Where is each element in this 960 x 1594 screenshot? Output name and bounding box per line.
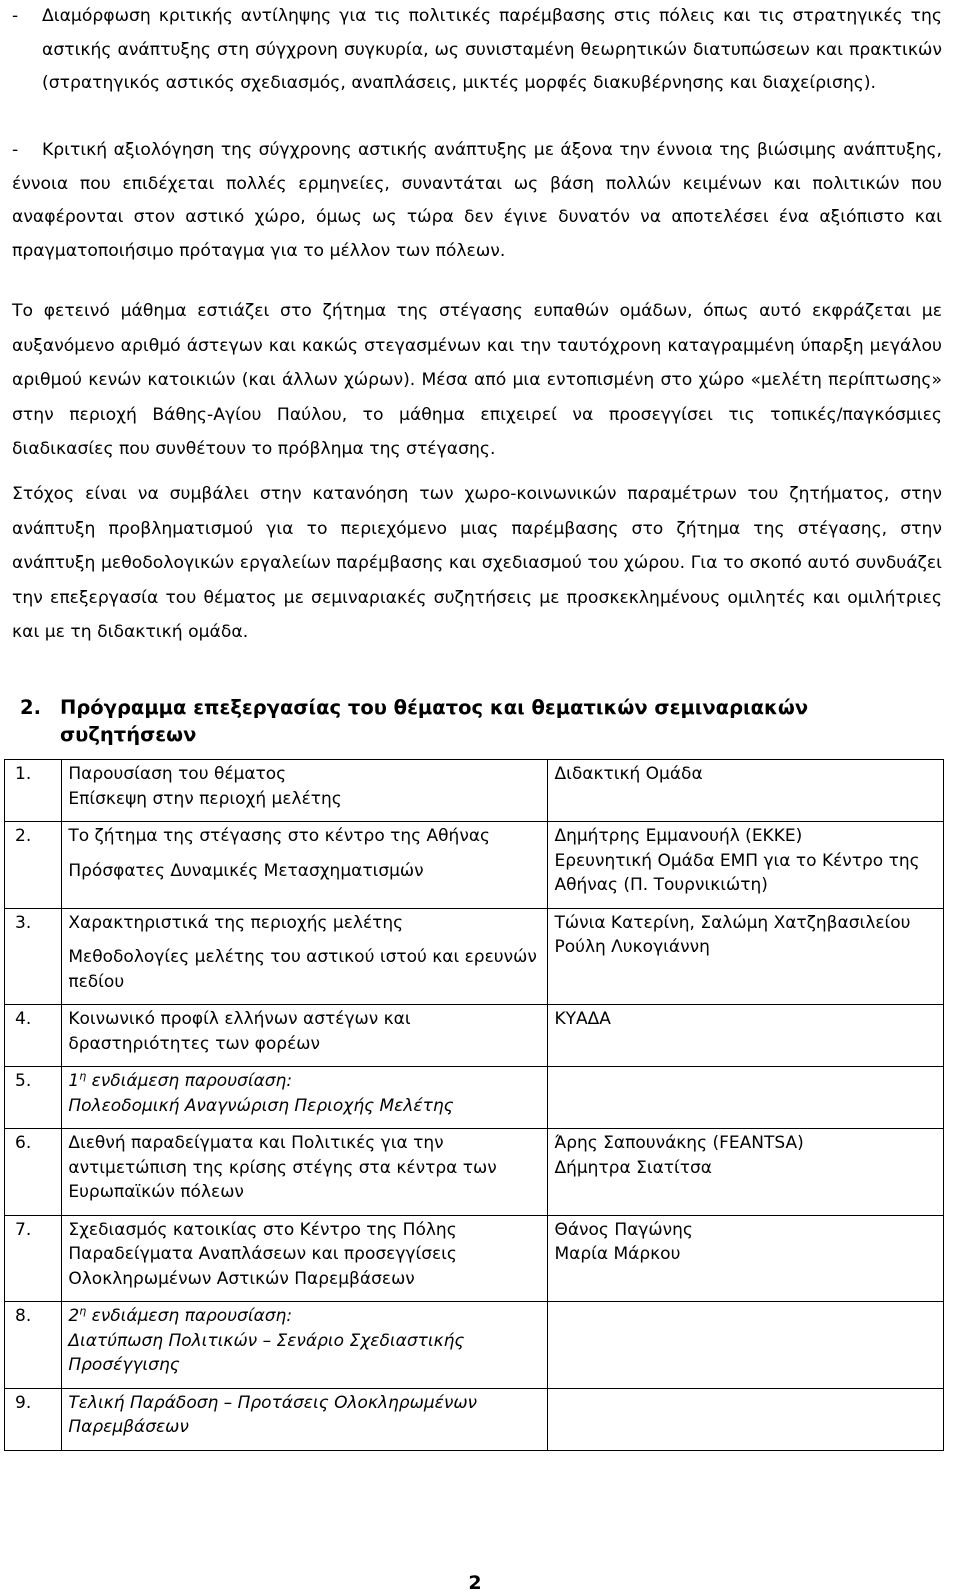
speaker-name: Ερευνητική Ομάδα ΕΜΠ για το Κέντρο της Αθήνας (Π. Τουρνικιώτη) xyxy=(554,850,920,895)
topic-line: Πολεοδομική Αναγνώριση Περιοχής Μελέτης xyxy=(68,1095,454,1116)
row-speakers xyxy=(548,1215,944,1302)
section-title: Πρόγραμμα επεξεργασίας του θέματος και θεματικών σεμιναριακών συζητήσεων xyxy=(60,696,809,746)
table-row xyxy=(5,1215,944,1302)
row-topic xyxy=(62,822,548,909)
row-number: 6. xyxy=(5,1129,62,1216)
row-topic xyxy=(62,1129,548,1216)
row-topic xyxy=(62,1302,548,1389)
bullet-dash: - xyxy=(12,140,19,160)
page-number: 2 xyxy=(468,1572,482,1594)
table-row xyxy=(5,908,944,1005)
topic-line: Επίσκεψη στην περιοχή μελέτης xyxy=(68,788,342,809)
bullet-text: Διαμόρφωση κριτικής αντίληψης για τις πολιτικές παρέμβασης στις πόλεις και τις στρατηγικές της αστικής ανάπτυξης στη σύγχρονη συγκυρία, ως συνισταμένη θεωρητικών διατυπώσεων και πρακτικών (στρατηγικός αστικός σχεδιασμός, αναπλάσεις, μικτές μορφές διακυβέρνησης και διαχείρισης). xyxy=(42,6,942,93)
row-number: 9. xyxy=(5,1388,62,1450)
speaker-name: Δημήτρης Εμμανουήλ (ΕΚΚΕ) xyxy=(554,826,803,846)
row-number: 8. xyxy=(5,1302,62,1389)
schedule-table-body xyxy=(5,760,944,1451)
topic-line: Διεθνή παραδείγματα και Πολιτικές για την αντιμετώπιση της κρίσης στέγης στα κέντρα των Ευρωπαϊκών πόλεων xyxy=(68,1133,497,1202)
row-speakers xyxy=(548,908,944,1005)
topic-line: Τελική Παράδοση – Προτάσεις Ολοκληρωμένων Παρεμβάσεων xyxy=(68,1392,478,1437)
bullet-dash: - xyxy=(12,6,19,26)
topic-line: Παρουσίαση του θέματος xyxy=(68,764,287,784)
row-number: 3. xyxy=(5,908,62,1005)
table-row xyxy=(5,760,944,822)
row-speakers xyxy=(548,1005,944,1067)
section-number: 2. xyxy=(20,696,41,719)
topic-line: Πρόσφατες Δυναμικές Μετασχηματισμών xyxy=(68,860,424,881)
ordinal-number: 1 xyxy=(68,1071,80,1091)
bullet-text: Κριτική αξιολόγηση της σύγχρονης αστικής ανάπτυξης με άξονα την έννοια της βιώσιμης ανάπτυξης, έννοια που επιδέχεται πολλές ερμηνείες, συναντάται ως βάση πολλών κειμένων και πολιτικών που αναφέρονται στον αστικό χώρο, όμως ως τώρα δεν έγινε δυνατόν να αποτελέσει ένα αξιόπιστο και πραγματοποιήσιμο πρόταγμα για το μέλλον των πόλεων. xyxy=(12,140,942,261)
speaker-name: Άρης Σαπουνάκης (FEANTSA) xyxy=(554,1133,804,1153)
table-row xyxy=(5,1129,944,1216)
row-speakers xyxy=(548,1067,944,1129)
topic-line: Χαρακτηριστικά της περιοχής μελέτης xyxy=(68,912,404,933)
topic-text: ενδιάμεση παρουσίαση: xyxy=(86,1306,293,1326)
ordinal-suffix: η xyxy=(79,1304,87,1318)
speaker-name: Τώνια Κατερίνη, Σαλώμη Χατζηβασιλείου xyxy=(554,912,911,933)
row-speakers xyxy=(548,1302,944,1389)
speaker-name: Ρούλη Λυκογιάννη xyxy=(554,937,710,957)
section-heading xyxy=(20,694,920,748)
speaker-name: Διδακτική Ομάδα xyxy=(554,764,703,784)
row-number: 2. xyxy=(5,822,62,909)
topic-line: Μεθοδολογίες μελέτης του αστικού ιστού και ερευνών πεδίου xyxy=(68,947,537,992)
row-speakers xyxy=(548,1388,944,1450)
row-topic xyxy=(62,760,548,822)
table-row xyxy=(5,1388,944,1450)
topic-line: Το ζήτημα της στέγασης στο κέντρο της Αθήνας xyxy=(68,826,491,846)
row-topic xyxy=(62,1005,548,1067)
row-topic xyxy=(62,1388,548,1450)
topic-line xyxy=(68,1304,541,1329)
row-number: 4. xyxy=(5,1005,62,1067)
row-topic xyxy=(62,1215,548,1302)
row-speakers xyxy=(548,822,944,909)
speaker-name: ΚΥΑΔΑ xyxy=(554,1009,611,1029)
topic-line: Παραδείγματα Αναπλάσεων και προσεγγίσεις Ολοκληρωμένων Αστικών Παρεμβάσεων xyxy=(68,1244,457,1289)
topic-line: Σχεδιασμός κατοικίας στο Κέντρο της Πόλης xyxy=(68,1219,457,1240)
bullet-item-critical-perception xyxy=(12,0,942,101)
speaker-name: Δήμητρα Σιατίτσα xyxy=(554,1157,712,1178)
speaker-name: Μαρία Μάρκου xyxy=(554,1244,681,1264)
topic-line xyxy=(68,1069,541,1094)
row-topic xyxy=(62,908,548,1005)
row-speakers xyxy=(548,760,944,822)
topic-text: ενδιάμεση παρουσίαση: xyxy=(86,1071,293,1091)
bullet-item-critical-evaluation xyxy=(12,134,942,268)
topic-line: Κοινωνικό προφίλ ελλήνων αστέγων και δραστηριότητες των φορέων xyxy=(68,1009,411,1054)
paragraph-course-focus: Το φετεινό μάθημα εστιάζει στο ζήτημα της στέγασης ευπαθών ομάδων, όπως αυτό εκφράζεται με αυξανόμενο αριθμό άστεγων και κακώς στεγασμένων και την ταυτόχρονη καταγραμμένη ύπαρξη μεγάλου αριθμού κενών κατοικιών (και άλλων χώρων). Μέσα από μια εντοπισμένη στο χώρο «μελέτη περίπτωσης» στην περιοχή Βάθης-Αγίου Παύλου, το μάθημα επιχειρεί να προσεγγίσει τις τοπικές/παγκόσμιες διαδικασίες που συνθέτουν το πρόβλημα της στέγασης. xyxy=(12,301,942,459)
paragraph-course-goal: Στόχος είναι να συμβάλει στην κατανόηση των χωρο-κοινωνικών παραμέτρων του ζητήματος, στην ανάπτυξη προβληματισμού για το περιεχόμενο μιας παρέμβασης στο ζήτημα της στέγασης, στην ανάπτυξη μεθοδολογικών εργαλείων παρέμβασης και σχεδιασμού του χώρου. Για το σκοπό αυτό συνδυάζει την επεξεργασία του θέματος με σεμιναριακές συζητήσεις με προσκεκλημένους ομιλητές και ομιλήτριες και με τη διδακτική ομάδα. xyxy=(12,484,942,642)
table-row xyxy=(5,822,944,909)
table-row xyxy=(5,1302,944,1389)
row-number: 5. xyxy=(5,1067,62,1129)
schedule-table xyxy=(4,759,944,1451)
table-row xyxy=(5,1005,944,1067)
row-number: 1. xyxy=(5,760,62,822)
row-number: 7. xyxy=(5,1215,62,1302)
ordinal-number: 2 xyxy=(68,1306,80,1326)
table-row xyxy=(5,1067,944,1129)
speaker-name: Θάνος Παγώνης xyxy=(554,1219,693,1240)
row-speakers xyxy=(548,1129,944,1216)
row-topic xyxy=(62,1067,548,1129)
topic-line: Διατύπωση Πολιτικών – Σενάριο Σχεδιαστικής Προσέγγισης xyxy=(68,1330,465,1375)
ordinal-suffix: η xyxy=(79,1069,87,1083)
